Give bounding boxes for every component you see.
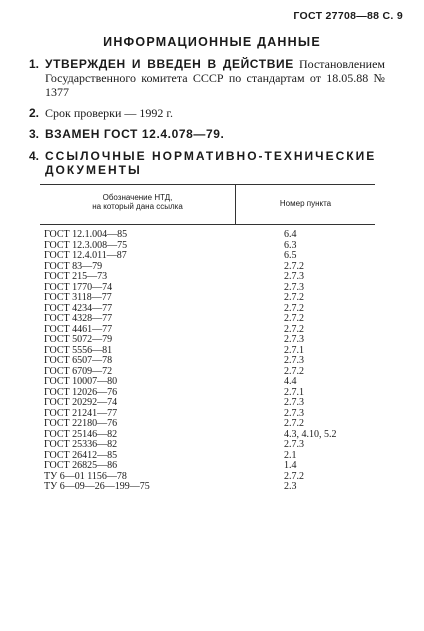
clause-cell: 2.7.2	[284, 292, 304, 303]
column-header-clause: Номер пункта	[279, 199, 332, 208]
document-cell: ГОСТ 12.3.008—75	[44, 239, 128, 251]
table-row	[40, 398, 375, 409]
table-row	[40, 440, 375, 451]
document-cell: ГОСТ 22180—76	[44, 418, 118, 429]
item-number: 3.	[29, 127, 40, 141]
reference-table	[40, 184, 375, 493]
clause-cell: 2.7.3	[284, 397, 304, 408]
clause-cell: 2.7.2	[284, 365, 304, 377]
document-cell: ГОСТ 21241—77	[44, 407, 118, 419]
clause-cell: 2.7.2	[284, 418, 304, 429]
table-row	[40, 419, 375, 430]
item-text: Срок проверки — 1992 г.	[45, 106, 173, 120]
table-row	[40, 230, 375, 241]
document-cell: ГОСТ 83—79	[44, 260, 103, 272]
table-row	[40, 314, 375, 325]
clause-cell: 2.7.3	[284, 355, 304, 366]
clause-cell: 6.3	[284, 239, 297, 251]
document-cell: ГОСТ 6709—72	[44, 365, 113, 377]
table-row	[40, 356, 375, 367]
info-item-2	[29, 106, 385, 120]
info-item-3	[29, 127, 385, 141]
document-cell: ГОСТ 26412—85	[44, 449, 118, 461]
page-title: ИНФОРМАЦИОННЫЕ ДАННЫЕ	[103, 35, 321, 49]
clause-cell: 2.7.2	[284, 323, 304, 335]
table-row	[40, 272, 375, 283]
info-item-4	[29, 149, 385, 177]
item-text: ССЫЛОЧНЫЕ НОРМАТИВНО-ТЕХНИЧЕСКИЕ ДОКУМЕНТЫ	[45, 149, 377, 177]
clause-cell: 2.7.1	[284, 344, 304, 356]
column-header-document: Обозначение НТД, на который дана ссылка	[40, 185, 236, 224]
page-header: ГОСТ 27708—88 С. 9	[293, 10, 403, 22]
item-caps-text: УТВЕРЖДЕН И ВВЕДЕН В ДЕЙСТВИЕ	[45, 57, 294, 71]
clause-cell: 2.7.3	[284, 407, 304, 419]
clause-cell: 2.7.3	[284, 439, 304, 450]
clause-cell: 2.7.2	[284, 260, 304, 272]
document-cell: ГОСТ 1770—74	[44, 281, 113, 293]
info-item-1	[29, 57, 385, 99]
table-row	[40, 377, 375, 388]
document-cell: ГОСТ 4328—77	[44, 313, 113, 324]
clause-cell: 2.7.3	[284, 281, 304, 293]
clause-cell: 2.7.1	[284, 386, 304, 398]
document-cell: ГОСТ 12.4.011—87	[44, 250, 127, 261]
document-cell: ГОСТ 4461—77	[44, 323, 113, 335]
clause-cell: 2.7.2	[284, 302, 304, 314]
table-header	[40, 184, 375, 225]
item-number: 1.	[29, 57, 40, 71]
table-row	[40, 335, 375, 346]
document-cell: ГОСТ 6507—78	[44, 355, 113, 366]
document-cell: ГОСТ 5072—79	[44, 334, 113, 345]
document-cell: ГОСТ 12026—76	[44, 386, 118, 398]
clause-cell: 4.4	[284, 376, 297, 387]
document-cell: ГОСТ 3118—77	[44, 292, 112, 303]
document-cell: ТУ 6—01 1156—78	[44, 470, 127, 482]
clause-cell: 6.5	[284, 250, 297, 261]
item-text: Постановлением Государственного комитета СССР по стандартам от 18.05.88 № 1377	[45, 57, 385, 99]
clause-cell: 1.4	[284, 460, 297, 471]
document-cell: ГОСТ 4234—77	[44, 302, 113, 314]
document-cell: ГОСТ 25146—82	[44, 428, 118, 440]
item-number: 2.	[29, 106, 40, 120]
document-cell: ГОСТ 20292—74	[44, 397, 118, 408]
document-cell: ГОСТ 215—73	[44, 271, 108, 282]
table-row	[40, 482, 375, 493]
table-row	[40, 293, 375, 304]
clause-cell: 2.7.2	[284, 313, 304, 324]
clause-cell: 6.4	[284, 229, 297, 240]
clause-cell: 2.7.2	[284, 470, 304, 482]
table-body	[40, 225, 375, 493]
table-row	[40, 461, 375, 472]
clause-cell: 2.3	[284, 481, 297, 492]
table-row	[40, 251, 375, 262]
clause-cell: 2.1	[284, 449, 297, 461]
document-cell: ТУ 6—09—26—199—75	[44, 481, 150, 492]
document-cell: ГОСТ 25336—82	[44, 439, 118, 450]
document-cell: ГОСТ 10007—80	[44, 376, 118, 387]
item-number: 4.	[29, 149, 40, 163]
clause-cell: 2.7.3	[284, 271, 304, 282]
clause-cell: 2.7.3	[284, 334, 304, 345]
document-cell: ГОСТ 5556—81	[44, 344, 113, 356]
clause-cell: 4.3, 4.10, 5.2	[284, 428, 337, 440]
document-cell: ГОСТ 12.1.004—85	[44, 229, 128, 240]
document-cell: ГОСТ 26825—86	[44, 460, 118, 471]
item-text: ВЗАМЕН ГОСТ 12.4.078—79.	[45, 127, 225, 141]
